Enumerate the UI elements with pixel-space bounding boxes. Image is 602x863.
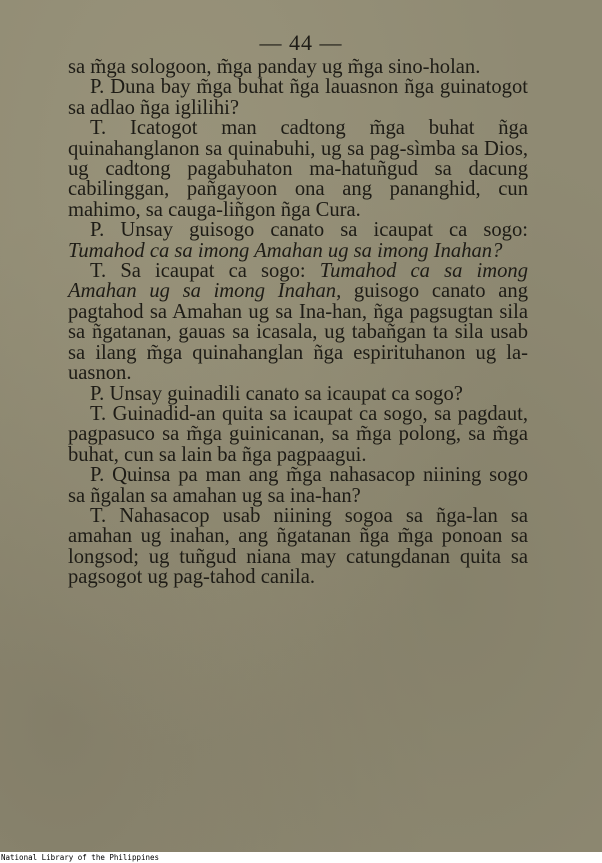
- paragraph-text: Duna bay m̃ga buhat ñga lauasnon ñga guinatogot sa adlao ñga iglilihi?: [68, 76, 528, 119]
- speaker-label: T.: [90, 117, 107, 140]
- paragraph: [68, 384, 528, 404]
- speaker-label: P.: [90, 382, 105, 405]
- speaker-label: P.: [90, 76, 105, 99]
- italic-text: Tumahod ca sa imong Amahan ug sa imong Inahan?: [68, 239, 503, 262]
- paragraph: [68, 118, 528, 220]
- paragraph: [68, 404, 528, 465]
- paragraph-text: Icatogot man cadtong m̃ga buhat ñga quinahanglanon sa quinabuhi, ug sa pag-sìmba sa Dios, ug cadtong pagabuhaton ma-hatuñgud sa dacung cabilinggan, pañgayoon ona ang pananghid, cun mahimo, sa cauga-liñgon ñga Cura.: [68, 117, 528, 221]
- paragraph-text: sa m̃ga sologoon, m̃ga panday ug m̃ga sino-holan.: [68, 56, 481, 78]
- page-number: — 44 —: [259, 30, 343, 55]
- speaker-label: T.: [90, 260, 107, 283]
- paragraph: [68, 57, 528, 77]
- paragraph: [68, 465, 528, 506]
- paragraph-text: Nahasacop usab niining sogoa sa ñga-lan sa amahan ug inahan, ang ñgatanan ñga m̃ga ponoan sa longsod; ug tuñgud niana may catungdanan quita sa pagsogot ug pag-tahod canila.: [68, 504, 528, 589]
- paragraph: [68, 506, 528, 588]
- speaker-label: T.: [90, 504, 107, 527]
- paragraph: [68, 77, 528, 118]
- speaker-label: T.: [90, 402, 107, 425]
- paragraph-text: guisogo canato ang pagtahod sa Amahan ug sa Ina-han, ñga pagsugtan sila sa ñgatanan, gauas sa icasala, ug tabañgan ta sila usab sa ilang m̃ga quinahanglan ñga espirituhanon ug la-uasnon.: [68, 280, 528, 385]
- speaker-label: P.: [90, 219, 105, 242]
- paragraph-text: Unsay guinadili canato sa icaupat ca sogo?: [104, 382, 463, 405]
- italic-text: Tumahod ca sa imong Amahan ug sa imong Inahan,: [68, 260, 529, 303]
- paragraph: [68, 261, 528, 383]
- paragraph-text: Sa icaupat ca sogo:: [106, 260, 320, 283]
- speaker-label: P.: [90, 464, 105, 487]
- catechism-text-block: [68, 57, 528, 588]
- paragraph-text: Unsay guisogo canato sa icaupat ca sogo:: [104, 219, 528, 242]
- paragraph-text: Guinadid-an quita sa icaupat ca sogo, sa pagdaut, pagpasuco sa m̃ga guinicanan, sa m̃ga polong, sa m̃ga buhat, cun sa lain ba ñga pagpaagui.: [68, 402, 528, 466]
- paragraph: [68, 220, 528, 261]
- paragraph-text: Quinsa pa man ang m̃ga nahasacop niining sogo sa ñgalan sa amahan ug sa ina-han?: [68, 464, 528, 507]
- library-credit: National Library of the Philippines: [1, 853, 160, 862]
